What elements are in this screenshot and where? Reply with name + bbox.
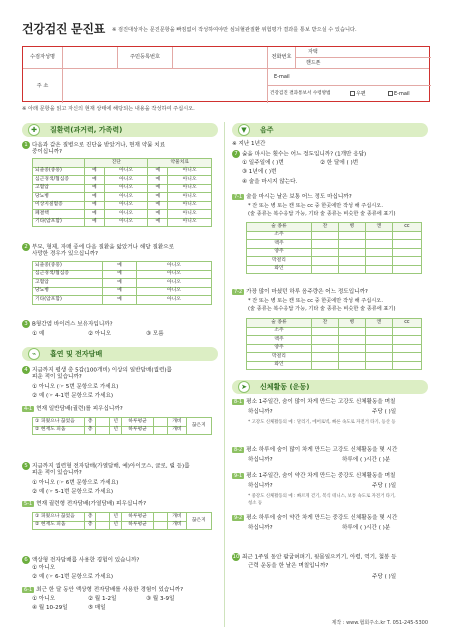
q3-opt-2[interactable]: ② 아니오 [88,331,112,337]
col-medication: 약물치료 [148,159,212,168]
section-title: 질환력(과거력, 가족력) [50,125,123,134]
q-number: 2 [22,243,30,251]
disease-label: 고혈압 [33,184,85,193]
col-header: 캔 [365,319,392,328]
table-row [33,193,212,202]
table-row [33,218,212,227]
no-option[interactable]: 아니오 [168,167,212,176]
amount-field[interactable] [338,327,365,336]
checkbox-icon [388,91,393,96]
yes-option[interactable]: 예 [85,176,105,185]
section-title: 음주 [260,125,274,134]
q61-opt-1[interactable]: ① 아니오 [32,596,56,602]
amount-field[interactable] [392,231,421,240]
amount-field[interactable] [392,248,421,257]
total-label: 총 [85,418,96,427]
yes-option[interactable]: 예 [148,184,168,193]
q-tag: 7-1 [234,194,243,200]
q3-opt-1[interactable]: ① 예 [32,331,45,337]
amount-field[interactable] [338,231,365,240]
table-row [247,361,422,370]
name-label: 수검자성명 [23,47,63,68]
year-unit: 년 [110,513,121,522]
question-10 [232,553,397,561]
q-number: 7 [232,150,240,158]
drink-type: 와인 [247,265,312,274]
disease-label: 심근경색/협심증 [33,270,103,279]
q-tag: 9-2 [234,515,243,521]
table-row [33,184,212,193]
smoking-table-2 [32,512,212,530]
no-option[interactable]: 아니오 [168,218,212,227]
question-text: 술을 마시는 횟수는 어느 정도입니까? (1개만 응답) [242,151,367,158]
yes-option[interactable]: 예 [148,167,168,176]
question-text: B형간염 바이러스 보유자입니까? [32,321,113,328]
amount-field[interactable] [338,353,365,362]
q81-answer[interactable]: 하루에 ( )시간 ( )분 [342,457,391,463]
q9-note-1: * 중강도 신체활동의 예 : 빠르게 걷기, 복식 테니스, 보통 속도로 자전거 타기, [248,494,396,499]
cig-unit: 개비 [168,521,186,530]
yes-option[interactable]: 예 [148,210,168,219]
q61-opt-2[interactable]: ② 월 1-2일 [88,596,117,602]
disease-label: 뇌졸중(중풍) [33,167,85,176]
no-option[interactable]: 아니오 [136,270,211,279]
drink-type: 양주 [247,344,312,353]
question-5-cont: 피운 적이 있습니까? [32,470,82,476]
no-option[interactable]: 아니오 [104,201,148,210]
amount-field[interactable] [392,240,421,249]
no-option[interactable]: 아니오 [104,218,148,227]
glass-icon: ▼ [238,124,250,136]
drink-type: 와인 [247,361,312,370]
years-field[interactable] [96,513,110,522]
quit-label: 끊은지 [186,418,211,435]
disease-label: 당뇨병 [33,193,85,202]
table-row [33,262,212,271]
section-medical-history [22,123,218,137]
amount-field[interactable] [311,240,338,249]
cigarette-icon: ⌁ [28,348,40,360]
header-row [247,223,422,232]
year-unit: 년 [110,418,121,427]
table-row [247,248,422,257]
q61-opt-4[interactable]: ④ 월 10-29일 [32,605,68,611]
question-text: 최근 1주일 동안 팔굽혀펴기, 윗몸일으키기, 아령, 역기, 철봉 등 [242,554,397,561]
yes-option[interactable]: 예 [103,262,137,271]
q9-answer[interactable]: 주당 ( )일 [372,483,397,489]
no-option[interactable]: 아니오 [104,167,148,176]
amount-field[interactable] [365,336,392,345]
amount-field[interactable] [365,353,392,362]
q6-opt-2[interactable]: ② 예 (☞ 6-1번 문항으로 가세요) [32,574,114,580]
amount-field[interactable] [338,257,365,266]
no-option[interactable]: 아니오 [168,193,212,202]
question-9-cont: 하십니까? [248,483,273,489]
table-row [247,353,422,362]
column-divider [224,122,225,627]
amount-field[interactable] [311,353,338,362]
question-text: 지금까지 평생 총 5갑(100개비) 이상의 일반담배(궐련)를 [32,367,172,374]
col-header: 술 종류 [247,223,312,232]
drink-type: 막걸리 [247,257,312,266]
question-6-1 [22,587,183,594]
question-9-2-cont: 하십니까? [248,525,273,531]
q71-note-1: * 잔 또는 병 또는 캔 또는 cc 중 한곳에만 작성 해 주십시오. [248,203,383,209]
years-field[interactable] [96,418,110,427]
question-6 [22,556,139,564]
q-tag: 9-1 [234,473,243,479]
disease-label: 기타(암포함) [33,218,85,227]
amount-field[interactable] [392,353,421,362]
checkbox-icon [350,91,355,96]
total-label: 총 [85,521,96,530]
fill-note: ※ 아래 문항을 읽고 자신의 현재 상태에 해당되는 내용을 작성하여 주십시오. [22,106,195,112]
header-row [247,319,422,328]
q4-opt-1[interactable]: ① 아니오 (☞ 5번 문항으로 가세요) [32,384,119,390]
table-row [33,270,212,279]
email-opt-label: E-mail [394,91,410,97]
question-9 [232,473,395,480]
yes-option[interactable]: 예 [148,193,168,202]
daily-field[interactable] [154,418,168,427]
col-header: 잔 [311,223,338,232]
section-title: 흡연 및 전자담배 [50,349,103,358]
q-number: 4 [22,366,30,374]
amount-field[interactable] [365,344,392,353]
question-text: 현재 일반담배(궐련)를 피우십니까? [36,406,123,412]
table-row [247,336,422,345]
question-4-cont: 피운 적이 있습니까? [32,374,82,380]
amount-field[interactable] [311,344,338,353]
q-tag: 4-1 [24,406,33,412]
table-row [33,167,212,176]
amount-field[interactable] [392,265,421,274]
question-10-cont: 근력 운동을 한 날은 며칠입니까? [248,563,329,569]
amount-field[interactable] [365,265,392,274]
q5-opt-1[interactable]: ① 아니오 (☞ 6번 문항으로 가세요) [32,480,119,486]
year-unit: 년 [110,426,121,435]
daily-label: 하루평균 [121,521,153,530]
no-option[interactable]: 아니오 [136,279,211,288]
q7-opt-1[interactable]: ① 일주일에 ( )번 [242,160,284,166]
no-option[interactable]: 아니오 [136,262,211,271]
question-text: 평소 하루에 숨이 많이 차게 만드는 고강도 신체활동을 몇 시간 [246,447,398,453]
amount-field[interactable] [365,248,392,257]
section-smoking [22,347,218,361]
name-field[interactable] [63,47,118,68]
drink-type: 양주 [247,248,312,257]
question-text: 평소 1주일간, 숨이 약간 차게 만드는 중강도 신체활동을 며칠 [246,473,396,479]
rrn-field[interactable] [173,47,268,68]
q-tag: 5-1 [24,501,33,507]
q7-opt-2[interactable]: ② 한 달에 ( )번 [320,160,359,166]
question-8-2-cont: 하십니까? [248,457,273,463]
post-label: 우편 [356,91,366,97]
drink-amount-table-1 [246,222,422,274]
question-8-cont: 하십니까? [248,409,273,415]
q-number: 1 [22,141,30,149]
amount-field[interactable] [311,361,338,370]
q6-opt-1[interactable]: ① 아니오 [32,565,56,571]
running-icon: ➤ [238,381,250,393]
question-text: 다음과 같은 질병으로 진단을 받았거나, 현재 약물 치료 [32,142,166,149]
amount-field[interactable] [365,327,392,336]
amount-field[interactable] [338,265,365,274]
drink-type: 맥주 [247,240,312,249]
q61-opt-3[interactable]: ③ 월 3-9일 [146,596,175,602]
amount-field[interactable] [311,336,338,345]
amount-field[interactable] [311,248,338,257]
question-text: 술을 마시는 날은 보통 어느 정도 마십니까? [246,194,352,200]
q9-note-2: 청소 등 [248,501,263,506]
no-option[interactable]: 아니오 [104,210,148,219]
info-row-2 [23,69,429,103]
q-tag: 8-1 [234,399,243,405]
cig-unit: 개비 [168,418,186,427]
address-label: 주 소 [23,69,63,103]
row-label: ② 현재도 피움 [33,521,85,530]
table-row [247,231,422,240]
q7-opt-4[interactable]: ④ 술을 마시지 않는다. [242,179,298,185]
question-1-cont: 중이십니까? [32,149,62,155]
amount-field[interactable] [311,265,338,274]
email-checkbox[interactable] [388,91,410,97]
table-row [247,344,422,353]
q72-note-1: * 잔 또는 병 또는 캔 또는 cc 중 한곳에만 작성 해 주십시오. [248,298,383,304]
amount-field[interactable] [392,336,421,345]
disease-label: 기타(암포함) [33,296,103,305]
disease-label: 뇌졸중(중풍) [33,262,103,271]
cig-unit: 개비 [168,513,186,522]
rrn-label: 주민등록번호 [118,47,173,68]
yes-option[interactable]: 예 [148,201,168,210]
yes-option[interactable]: 예 [85,167,105,176]
amount-field[interactable] [338,336,365,345]
table-row [247,240,422,249]
no-option[interactable]: 아니오 [168,184,212,193]
year-unit: 년 [110,521,121,530]
years-field[interactable] [96,521,110,530]
q-tag: 6-1 [24,587,33,593]
amount-field[interactable] [392,257,421,266]
q3-opt-3[interactable]: ③ 모름 [146,331,164,337]
question-4-1 [22,406,123,413]
amount-field[interactable] [311,327,338,336]
yes-option[interactable]: 예 [85,193,105,202]
question-text: 최근 한 달 동안 액상형 전자담배를 사용한 경험이 있습니까? [36,587,184,593]
daily-label: 하루평균 [121,426,153,435]
amount-field[interactable] [392,327,421,336]
col-header: 병 [338,319,365,328]
q5-opt-2[interactable]: ② 예 (☞ 5-1번 문항으로 가세요) [32,489,114,495]
yes-option[interactable]: 예 [148,176,168,185]
question-text: 평소 1주일간, 숨이 많이 차게 만드는 고강도 신체활동을 며칠 [246,399,396,405]
q8-answer[interactable]: 주당 ( )일 [372,409,397,415]
question-text: 현재 궐련형 전자담배(가열담배) 피우십니까? [36,501,147,507]
question-3 [22,320,113,328]
disease-label: 당뇨병 [33,287,103,296]
amount-field[interactable] [365,361,392,370]
row-label: ① 피웠으나 끊었음 [33,513,85,522]
question-text: 액상형 전자담배를 사용한 경험이 있습니까? [32,557,140,564]
email-label: E-mail [274,74,290,80]
yes-option[interactable]: 예 [85,218,105,227]
q-number: 3 [22,320,30,328]
home-label: 자택 [308,49,318,55]
page-title: 건강검진 문진표 [22,22,105,36]
col-header: 병 [338,223,365,232]
quit-label: 끊은지 [186,513,211,530]
drink-amount-table-2 [246,318,422,370]
q10-answer[interactable]: 주당 ( )일 [372,574,397,580]
q7-opt-3[interactable]: ③ 1년에 ( )번 [242,169,277,175]
question-text: 부모, 형제, 자매 중에 다음 질환을 앓았거나 해당 질환으로 [32,244,175,251]
result-method-label: 건강검진 결과통보서 수령방법 [270,91,331,96]
section-drinking [232,123,428,137]
q-tag: 8-2 [234,447,243,453]
info-row-1 [23,47,429,69]
q8-note: * 고강도 신체활동의 예 : 달리기, 에어로빅, 빠른 속도로 자전거 타기, 등산 등 [248,420,396,425]
question-text: 평소 하루에 숨이 약간 차게 만드는 중강도 신체활동을 몇 시간 [246,515,398,521]
post-checkbox[interactable] [350,91,366,97]
q71-note-2: (술 종류는 복수응답 가능, 기타 술 종류는 비슷한 술 종류에 표기) [248,211,396,217]
amount-field[interactable] [338,361,365,370]
daily-field[interactable] [154,521,168,530]
yes-option[interactable]: 예 [103,287,137,296]
question-7 [232,150,366,158]
yes-option[interactable]: 예 [103,296,137,305]
question-2-cont: 사망한 경우가 있으십니까? [32,251,98,257]
drink-type: 막걸리 [247,353,312,362]
drinking-intro: ※ 지난 1년간 [232,141,266,147]
amount-field[interactable] [338,344,365,353]
drink-type: 맥주 [247,336,312,345]
phone-label: 전화번호 [268,47,296,68]
amount-field[interactable] [365,257,392,266]
question-7-2 [232,289,368,296]
no-option[interactable]: 아니오 [136,287,211,296]
col-header: cc [392,223,421,232]
q-number: 5 [22,462,30,470]
table-row [33,287,212,296]
smoking-table-1 [32,417,212,435]
daily-field[interactable] [154,426,168,435]
table-row [33,201,212,210]
table-row [247,265,422,274]
table-row [247,327,422,336]
table-row [33,279,212,288]
cig-unit: 개비 [168,426,186,435]
section-exercise [232,380,428,394]
address-field[interactable] [63,69,268,103]
amount-field[interactable] [365,231,392,240]
question-text: 가장 많이 마셨던 하루 음주량은 어느 정도입니까? [246,289,368,295]
q91-answer[interactable]: 하루에 ( )시간 ( )분 [342,525,391,531]
col-header: cc [392,319,421,328]
yes-option[interactable]: 예 [85,210,105,219]
disease-label: 폐결핵 [33,210,85,219]
yes-option[interactable]: 예 [85,184,105,193]
no-option[interactable]: 아니오 [168,210,212,219]
header-notice: ※ 검진대상자는 문진문항을 빠짐없이 작성하여야만 심뇌혈관질환 위험평가 결과를 통보 받으실 수 있습니다. [112,27,357,33]
amount-field[interactable] [338,248,365,257]
yes-option[interactable]: 예 [148,218,168,227]
medical-history-table [32,158,212,227]
footer-credit: 제작 : www.협회주소.kr T. 051-245-5300 [331,620,428,626]
question-7-1 [232,194,352,201]
q72-note-2: (술 종류는 복수응답 가능, 기타 술 종류는 비슷한 술 종류에 표기) [248,306,396,312]
question-9-2 [232,515,397,522]
disease-label: 심근경색/협심증 [33,176,85,185]
col-header: 잔 [311,319,338,328]
disease-label: 이상지질혈증 [33,201,85,210]
amount-field[interactable] [338,240,365,249]
amount-field[interactable] [311,257,338,266]
no-option[interactable]: 아니오 [168,201,212,210]
q61-opt-5[interactable]: ⑤ 매일 [88,605,106,611]
q-number: 6 [22,556,30,564]
question-text: 지금까지 궐련형 전자담배(가열담배, 예)아이코스, 글로, 릴 등)를 [32,463,190,470]
mobile-label: 핸드폰 [306,60,321,66]
drink-type: 소주 [247,327,312,336]
no-option[interactable]: 아니오 [104,193,148,202]
question-8-2 [232,447,397,454]
q-tag: 7-2 [234,289,243,295]
daily-label: 하루평균 [121,513,153,522]
table-row [33,296,212,305]
total-label: 총 [85,513,96,522]
question-8 [232,399,395,406]
q4-opt-2[interactable]: ② 예 (☞ 4-1번 문항으로 가세요) [32,393,114,399]
col-header: 술 종류 [247,319,312,328]
years-field[interactable] [96,426,110,435]
total-label: 총 [85,426,96,435]
daily-field[interactable] [154,513,168,522]
amount-field[interactable] [365,240,392,249]
drink-type: 소주 [247,231,312,240]
no-option[interactable]: 아니오 [168,176,212,185]
q-number: 10 [232,554,240,560]
table-row [247,257,422,266]
amount-field[interactable] [392,361,421,370]
no-option[interactable]: 아니오 [104,176,148,185]
row-label: ① 피웠으나 끊었음 [33,418,85,427]
question-5-1 [22,501,146,508]
row-label: ② 현재도 피움 [33,426,85,435]
table-row [33,210,212,219]
yes-option[interactable]: 예 [103,270,137,279]
col-diagnosis: 진단 [85,159,148,168]
no-option[interactable]: 아니오 [136,296,211,305]
disease-label: 고혈압 [33,279,103,288]
amount-field[interactable] [392,344,421,353]
section-title: 신체활동 (운동) [260,382,310,391]
amount-field[interactable] [311,231,338,240]
no-option[interactable]: 아니오 [104,184,148,193]
table-row [33,176,212,185]
daily-label: 하루평균 [121,418,153,427]
stethoscope-icon: ✚ [28,124,40,136]
yes-option[interactable]: 예 [85,201,105,210]
personal-info-box [22,46,430,102]
col-header: 캔 [365,223,392,232]
family-history-table [32,261,212,305]
yes-option[interactable]: 예 [103,279,137,288]
